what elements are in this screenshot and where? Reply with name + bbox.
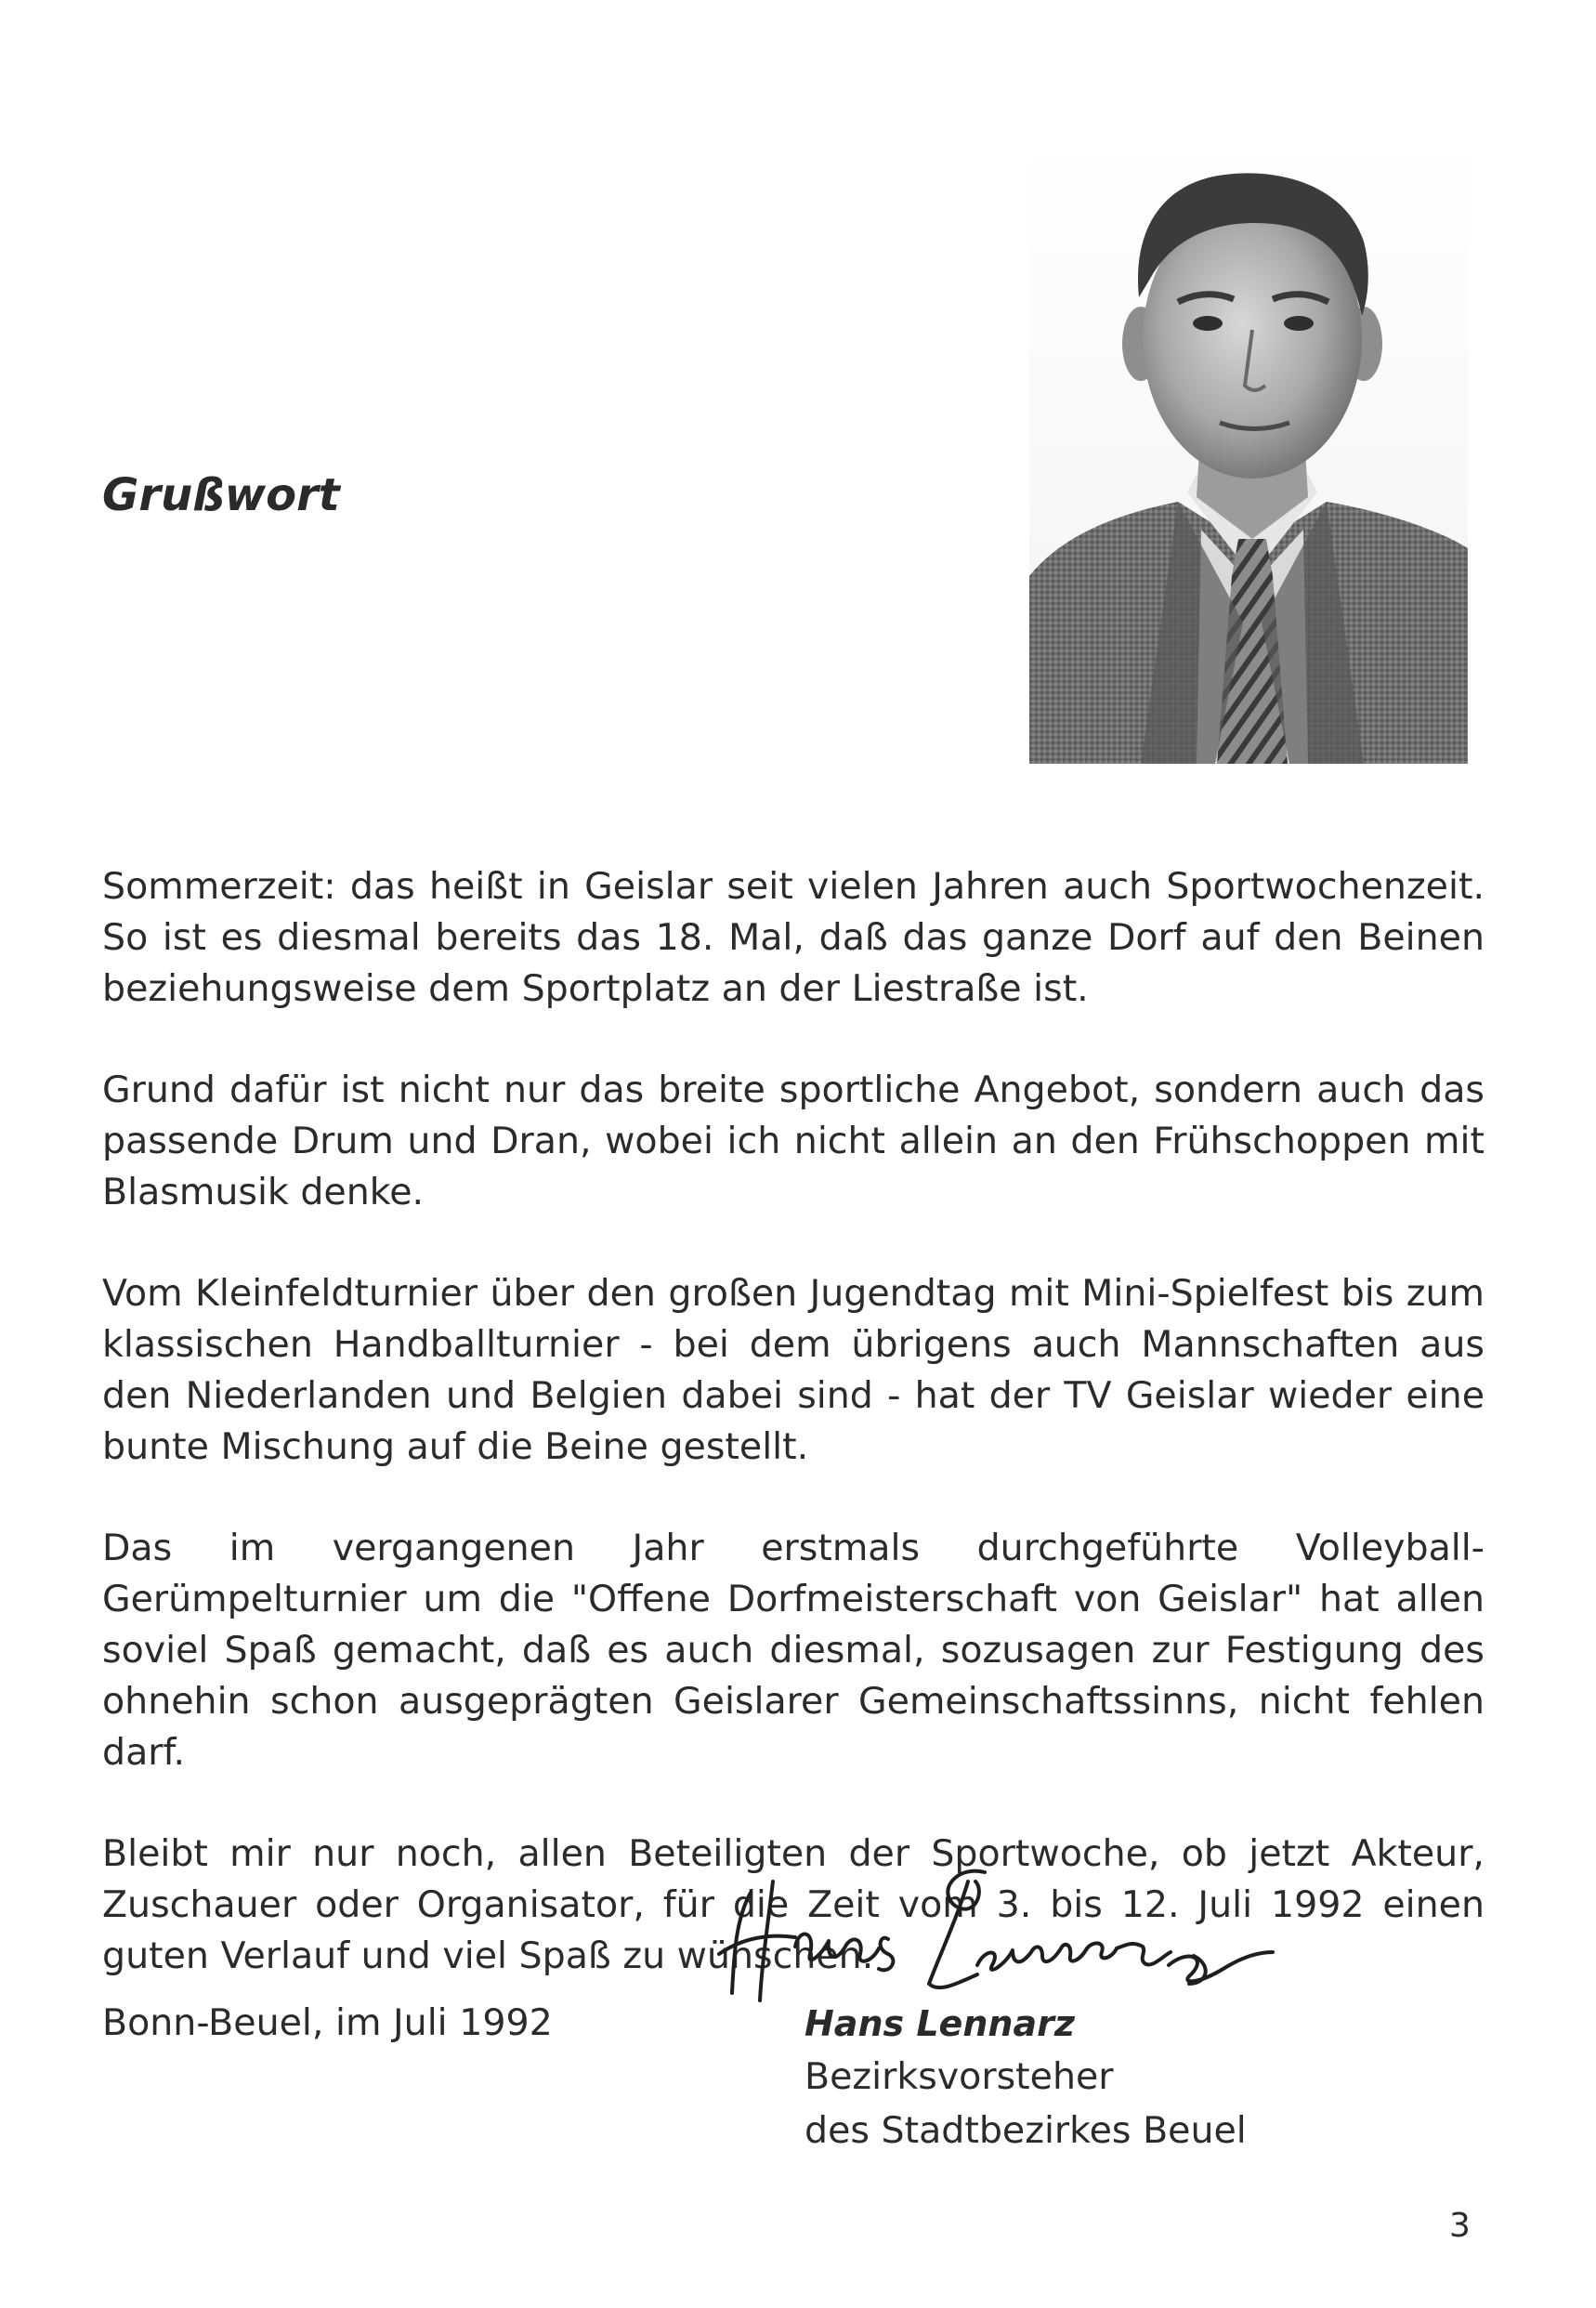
paragraph: Sommerzeit: das heißt in Geislar seit vielen Jahren auch Sportwochenzeit. So ist es diesmal bereits das 18. Mal, daß das ganze Dorf auf den Beinen beziehungsweise dem Sportplatz an der Liestraße ist. (102, 865, 1485, 1010)
page-number: 3 (1449, 2207, 1471, 2245)
signatory-title: Bezirksvorsteher (805, 2055, 1114, 2098)
page-heading: Grußwort (102, 469, 340, 521)
signatory-name: Hans Lennarz (805, 2003, 1075, 2044)
paragraph: Das im vergangenen Jahr erstmals durchgeführte Volleyball-Gerümpelturnier um die "Offene Dorfmeisterschaft von Geislar" hat allen soviel Spaß gemacht, daß es auch diesmal, sozusagen zur Festigung des ohnehin schon ausgeprägten Geislarer Gemeinschaftssinns, nicht fehlen darf. (102, 1527, 1485, 1774)
paragraph: Grund dafür ist nicht nur das breite sportliche Angebot, sondern auch das passende Drum und Dran, wobei ich nicht allein an den Frühschoppen mit Blasmusik denke. (102, 1069, 1485, 1213)
place-date: Bonn-Beuel, im Juli 1992 (102, 2001, 553, 2044)
signatory-block (805, 1998, 1247, 2157)
portrait-photo (1029, 139, 1468, 764)
portrait-illustration (1029, 139, 1468, 764)
paragraph: Bleibt mir nur noch, allen Beteiligten der Sportwoche, ob jetzt Akteur, Zuschauer oder Organisator, für die Zeit vom 3. bis 12. Juli 1992 einen guten Verlauf und viel Spaß zu wünschen. (102, 1832, 1485, 1977)
paragraph: Vom Kleinfeldturnier über den großen Jugendtag mit Mini-Spielfest bis zum klassischen Handballturnier - bei dem übrigens auch Mannschaften aus den Niederlanden und Belgien dabei sind - hat der TV Geislar wieder eine bunte Mischung auf die Beine gestellt. (102, 1272, 1485, 1468)
signatory-district: des Stadtbezirkes Beuel (805, 2109, 1247, 2152)
